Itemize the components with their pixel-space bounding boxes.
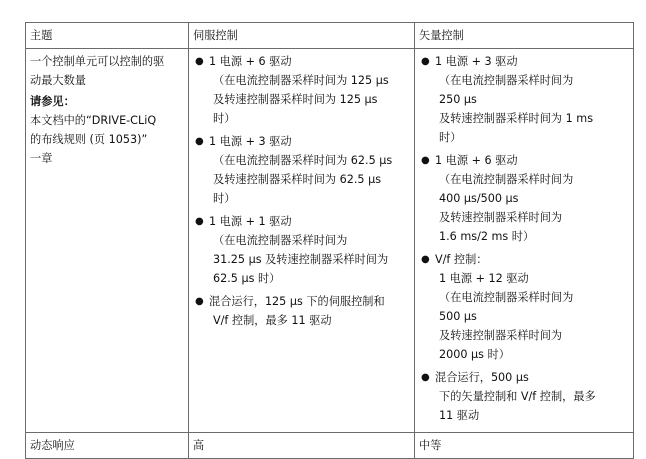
bullet-icon: ●: [195, 136, 204, 147]
list-item: [419, 52, 629, 147]
list-item-line: 及转速控制器采样时间为: [439, 329, 563, 342]
list-item: [419, 151, 629, 246]
table-row-dynamic-response: [26, 433, 634, 459]
topic-line: 一个控制单元可以控制的驱: [30, 55, 165, 68]
bullet-icon: ●: [195, 296, 204, 307]
list-item-line: 250 µs: [439, 93, 477, 106]
see-also-line: 一章: [30, 152, 53, 165]
list-item: [193, 132, 410, 208]
list-item-line: （在电流控制器采样时间为: [213, 234, 348, 247]
list-item-line: 1 电源 + 6 驱动: [435, 154, 518, 167]
list-item-line: 时）: [213, 112, 236, 125]
see-also-line: 的布线规则 (页 1053)”: [30, 133, 148, 146]
list-item-line: 1 电源 + 3 驱动: [209, 135, 292, 148]
header-servo: 伺服控制: [189, 23, 415, 49]
list-item-line: 1 电源 + 3 驱动: [435, 55, 518, 68]
list-item: [419, 250, 629, 364]
list-item-line: 62.5 µs 时）: [213, 272, 281, 285]
list-item-line: （在电流控制器采样时间为: [439, 74, 574, 87]
servo-list: [193, 52, 410, 330]
list-item-line: 1 电源 + 12 驱动: [439, 272, 529, 285]
list-item-line: （在电流控制器采样时间为 62.5 µs: [213, 154, 393, 167]
list-item-line: 及转速控制器采样时间为 1 ms: [439, 112, 594, 125]
list-item-line: 时）: [213, 192, 236, 205]
list-item-line: 混合运行，500 µs: [435, 371, 529, 384]
header-vector: 矢量控制: [415, 23, 634, 49]
topic-cell: [26, 49, 189, 433]
vector-value: 中等: [415, 433, 634, 459]
vector-cell: [415, 49, 634, 433]
list-item: [193, 52, 410, 128]
comparison-table: [25, 22, 634, 459]
bullet-icon: ●: [421, 56, 430, 67]
see-also-line: 本文档中的“DRIVE-CLiQ: [30, 114, 157, 127]
bullet-icon: ●: [421, 372, 430, 383]
list-item: [193, 212, 410, 288]
list-item-line: 500 µs: [439, 310, 477, 323]
list-item-line: 及转速控制器采样时间为: [439, 211, 563, 224]
list-item: [419, 368, 629, 425]
vector-list: [419, 52, 629, 425]
list-item-line: 下的矢量控制和 V/f 控制，最多: [439, 390, 596, 403]
list-item-line: 混合运行，125 µs 下的伺服控制和: [209, 295, 385, 308]
header-topic: 主题: [26, 23, 189, 49]
bullet-icon: ●: [195, 56, 204, 67]
list-item-line: （在电流控制器采样时间为 125 µs: [213, 74, 389, 87]
list-item-line: 2000 µs 时）: [439, 348, 510, 361]
topic-line: 动最大数量: [30, 74, 86, 87]
bullet-icon: ●: [421, 155, 430, 166]
list-item: [193, 292, 410, 330]
list-item-line: V/f 控制，最多 11 驱动: [213, 314, 332, 327]
list-item-line: 11 驱动: [439, 409, 480, 422]
list-item-line: V/f 控制：: [435, 253, 488, 266]
list-item-line: 及转速控制器采样时间为 62.5 µs: [213, 173, 382, 186]
list-item-line: 1 电源 + 1 驱动: [209, 215, 292, 228]
see-also-title: 请参见：: [30, 95, 75, 108]
list-item-line: 1 电源 + 6 驱动: [209, 55, 292, 68]
header-row: [26, 23, 634, 49]
bullet-icon: ●: [421, 254, 430, 265]
servo-value: 高: [189, 433, 415, 459]
list-item-line: （在电流控制器采样时间为: [439, 173, 574, 186]
list-item-line: （在电流控制器采样时间为: [439, 291, 574, 304]
topic-cell: 动态响应: [26, 433, 189, 459]
list-item-line: 时）: [439, 131, 462, 144]
list-item-line: 1.6 ms/2 ms 时）: [439, 230, 535, 243]
servo-cell: [189, 49, 415, 433]
bullet-icon: ●: [195, 216, 204, 227]
list-item-line: 及转速控制器采样时间为 125 µs: [213, 93, 378, 106]
list-item-line: 400 µs/500 µs: [439, 192, 519, 205]
table-row-max-drives: [26, 49, 634, 433]
list-item-line: 31.25 µs 及转速控制器采样时间为: [213, 253, 389, 266]
